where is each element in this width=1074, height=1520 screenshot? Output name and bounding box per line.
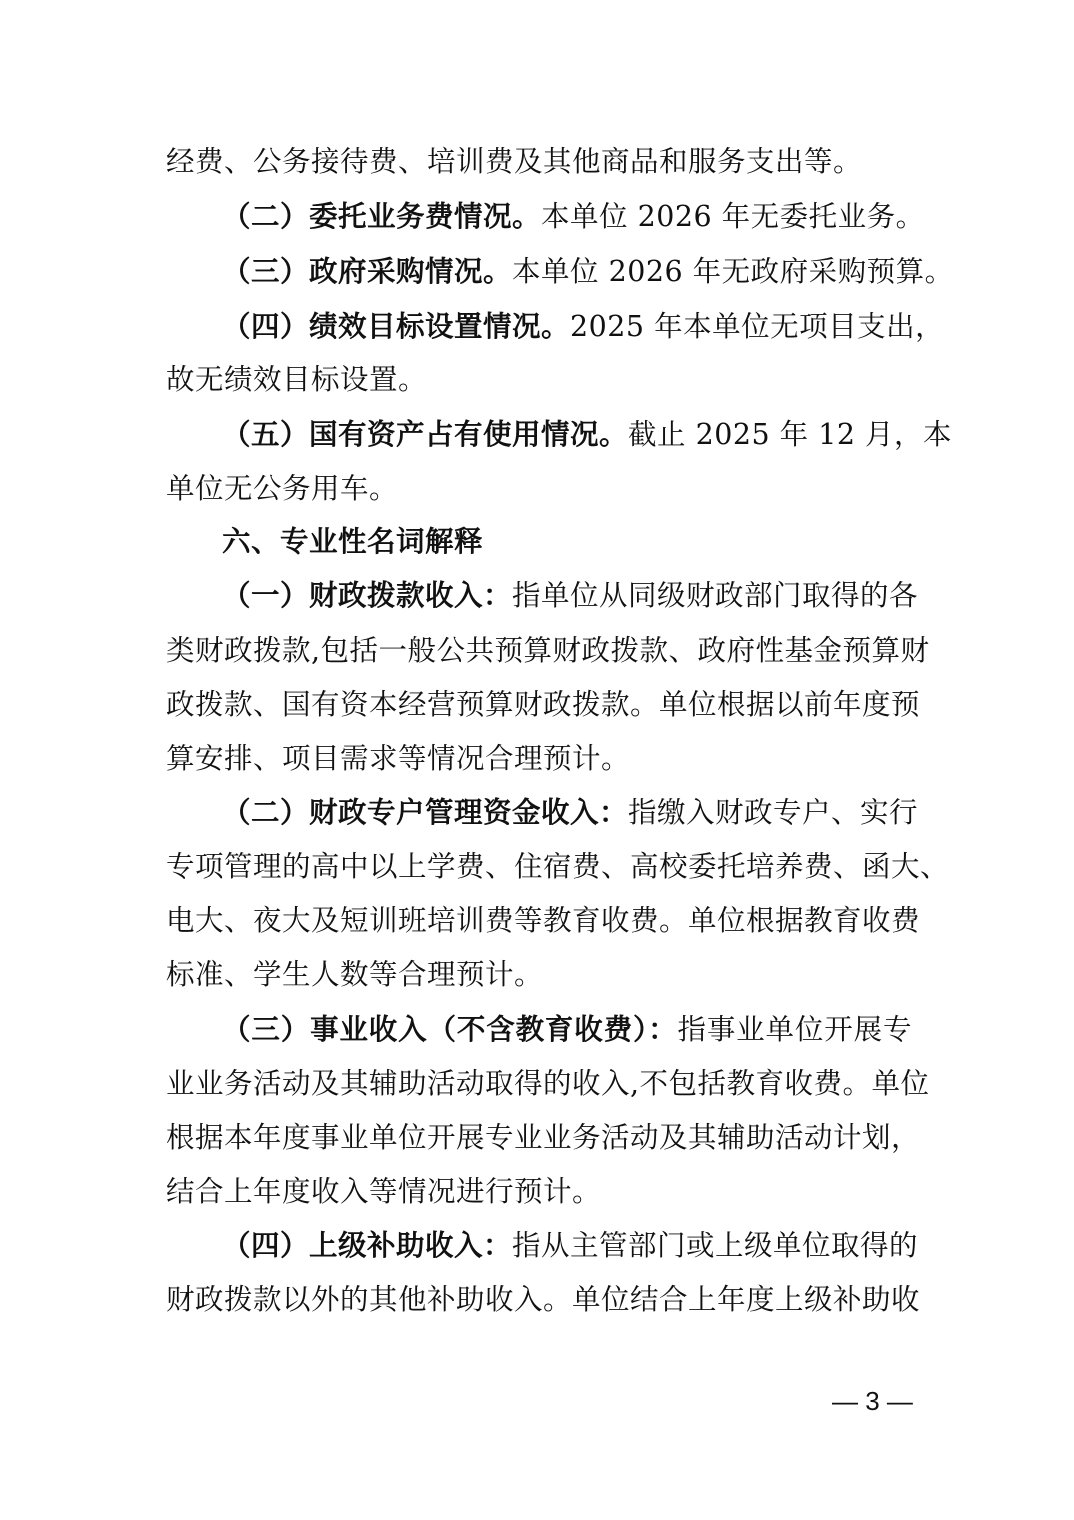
text-line (166, 1118, 921, 1158)
text-line (166, 847, 950, 887)
page-number: — 3 — (832, 1386, 913, 1416)
bold-heading-text: （三）政府采购情况。 (222, 255, 513, 288)
paragraph-text: 类财政拨款,包括一般公共预算财政拨款、政府性基金预算财 (166, 634, 930, 667)
paragraph-text: 经费、公务接待费、培训费及其他商品和服务支出等。 (166, 145, 863, 178)
paragraph-text: 指单位从同级财政部门取得的各 (512, 579, 919, 612)
paragraph-text: 标准、学生人数等合理预计。 (166, 958, 544, 991)
paragraph-text: 政拨款、国有资本经营预算财政拨款。单位根据以前年度预 (166, 688, 921, 721)
text-line (166, 685, 921, 725)
bold-heading-text: 六、专业性名词解释 (222, 525, 484, 558)
paragraph-text: 指缴入财政专户、实行 (628, 796, 919, 829)
paragraph-text: 指从主管部门或上级单位取得的 (512, 1229, 919, 1262)
bold-heading-text: （四）绩效目标设置情况。 (222, 310, 571, 343)
paragraph-text: 指事业单位开展专 (677, 1013, 912, 1046)
paragraph-text: 电大、夜大及短训班培训费等教育收费。单位根据教育收费 (166, 904, 921, 937)
text-line (166, 631, 930, 671)
paragraph-text: 专项管理的高中以上学费、住宿费、高校委托培养费、函大、 (166, 850, 950, 883)
text-line (166, 1172, 912, 1212)
text-line (166, 142, 912, 182)
text-line (222, 1226, 919, 1266)
bold-heading-text: （四）上级补助收入： (222, 1229, 513, 1262)
paragraph-text: 算安排、项目需求等情况合理预计。 (166, 742, 631, 775)
text-line (166, 901, 921, 941)
text-line (166, 1280, 921, 1320)
paragraph-text: 本单位 2026 年无委托业务。 (541, 200, 925, 233)
paragraph-text: 根据本年度事业单位开展专业业务活动及其辅助活动计划， (166, 1121, 921, 1154)
bold-heading-text: （三）事业收入（不含教育收费）： (222, 1013, 678, 1046)
text-line (222, 415, 953, 455)
text-line (166, 469, 912, 509)
text-line (222, 197, 925, 237)
text-line (222, 252, 954, 292)
text-line (222, 1010, 912, 1050)
bold-heading-text: （二）财政专户管理资金收入： (222, 796, 629, 829)
text-line (166, 1064, 930, 1104)
text-line (222, 307, 945, 347)
text-line (166, 360, 912, 400)
paragraph-text: 截止 2025 年 12 月，本 (628, 418, 953, 451)
paragraph-text: 业业务活动及其辅助活动取得的收入,不包括教育收费。单位 (166, 1067, 930, 1100)
bold-heading-text: （五）国有资产占有使用情况。 (222, 418, 629, 451)
bold-heading-text: （二）委托业务费情况。 (222, 200, 542, 233)
paragraph-text: 财政拨款以外的其他补助收入。单位结合上年度上级补助收 (166, 1283, 921, 1316)
text-line (222, 576, 919, 616)
paragraph-text: 故无绩效目标设置。 (166, 363, 428, 396)
text-line (166, 739, 912, 779)
paragraph-text: 结合上年度收入等情况进行预计。 (166, 1175, 602, 1208)
bold-heading-text: （一）财政拨款收入： (222, 579, 513, 612)
paragraph-text: 本单位 2026 年无政府采购预算。 (512, 255, 954, 288)
text-line (166, 955, 912, 995)
text-line (222, 793, 919, 833)
paragraph-text: 2025 年本单位无项目支出， (570, 310, 945, 343)
paragraph-text: 单位无公务用车。 (166, 472, 399, 505)
text-line (222, 522, 912, 562)
